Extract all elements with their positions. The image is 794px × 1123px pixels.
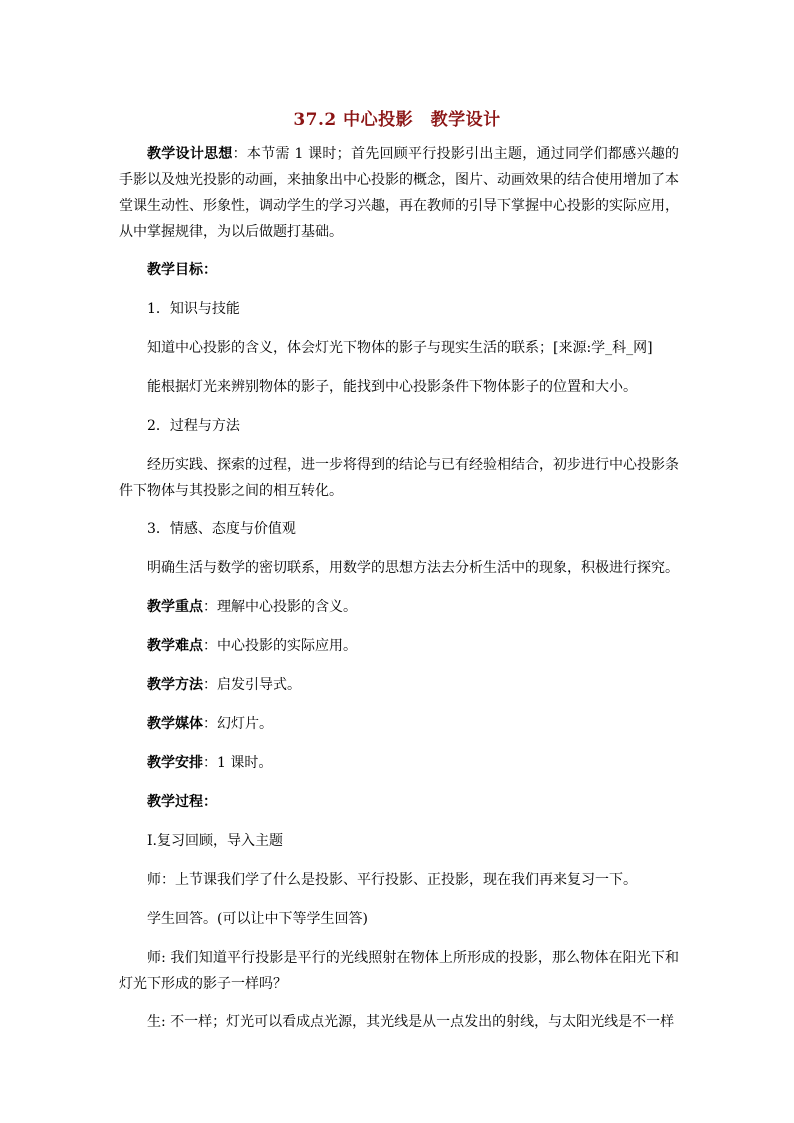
media-text: ：幻灯片。: [203, 716, 273, 732]
design-thought-paragraph: [119, 141, 679, 245]
goal2-heading: 2．过程与方法: [147, 418, 240, 434]
schedule-text: ：1 课时。: [203, 755, 273, 771]
goal3-paragraph-1: 明确生活与数学的密切联系，用数学的思想方法去分析生活中的现象，积极进行探究。: [147, 560, 679, 576]
design-thought-text: ：本节需 1 课时；首先回顾平行投影引出主题，通过同学们都感兴趣的手影以及烛光投影的动画，来抽象出中心投影的概念，图片、动画效果的结合使用增加了本堂课生动性、形象性，调动学生的学习兴趣，再在教师的引导下掌握中心投影的实际应用，从中掌握规律，为以后做题打基础。: [119, 146, 679, 240]
process-heading: 教学过程：: [147, 794, 217, 810]
goal2-paragraph-1: 经历实践、探索的过程，进一步将得到的结论与已有经验相结合，初步进行中心投影条件下物体与其投影之间的相互转化。: [119, 457, 679, 499]
method-paragraph: [119, 672, 679, 698]
design-thought-label: 教学设计思想: [147, 146, 233, 162]
dialog-paragraph-2: 学生回答。(可以让中下等学生回答): [147, 911, 368, 927]
media-paragraph: [119, 711, 679, 737]
media-label: 教学媒体: [147, 716, 203, 732]
method-label: 教学方法: [147, 677, 203, 693]
section1-heading: Ⅰ.复习回顾，导入主题: [147, 833, 283, 849]
document-body: [119, 141, 679, 1048]
page-title: 37.2 中心投影 教学设计: [293, 110, 501, 130]
goal1-heading: 1．知识与技能: [147, 301, 240, 317]
key-point-label: 教学重点: [147, 599, 203, 615]
key-point-paragraph: [119, 594, 679, 620]
goal3-heading: 3．情感、态度与价值观: [147, 521, 296, 537]
key-point-text: ：理解中心投影的含义。: [203, 599, 357, 615]
goals-heading: 教学目标：: [147, 262, 217, 278]
difficult-point-label: 教学难点: [147, 638, 203, 654]
goal1-paragraph-1: 知道中心投影的含义，体会灯光下物体的影子与现实生活的联系；[来源:学_科_网]: [147, 340, 653, 356]
difficult-point-text: ：中心投影的实际应用。: [203, 638, 357, 654]
method-text: ：启发引导式。: [203, 677, 301, 693]
dialog-paragraph-1: 师：上节课我们学了什么是投影、平行投影、正投影，现在我们再来复习一下。: [147, 872, 637, 888]
schedule-paragraph: [119, 750, 679, 776]
difficult-point-paragraph: [119, 633, 679, 659]
dialog-paragraph-4: 生: 不一样；灯光可以看成点光源，其光线是从一点发出的射线，与太阳光线是不一样: [147, 1014, 675, 1030]
schedule-label: 教学安排: [147, 755, 203, 771]
goal1-paragraph-2: 能根据灯光来辨别物体的影子，能找到中心投影条件下物体影子的位置和大小。: [147, 379, 637, 395]
dialog-paragraph-3: 师: 我们知道平行投影是平行的光线照射在物体上所形成的投影，那么物体在阳光下和灯光下形成的影子一样吗？: [119, 950, 679, 992]
